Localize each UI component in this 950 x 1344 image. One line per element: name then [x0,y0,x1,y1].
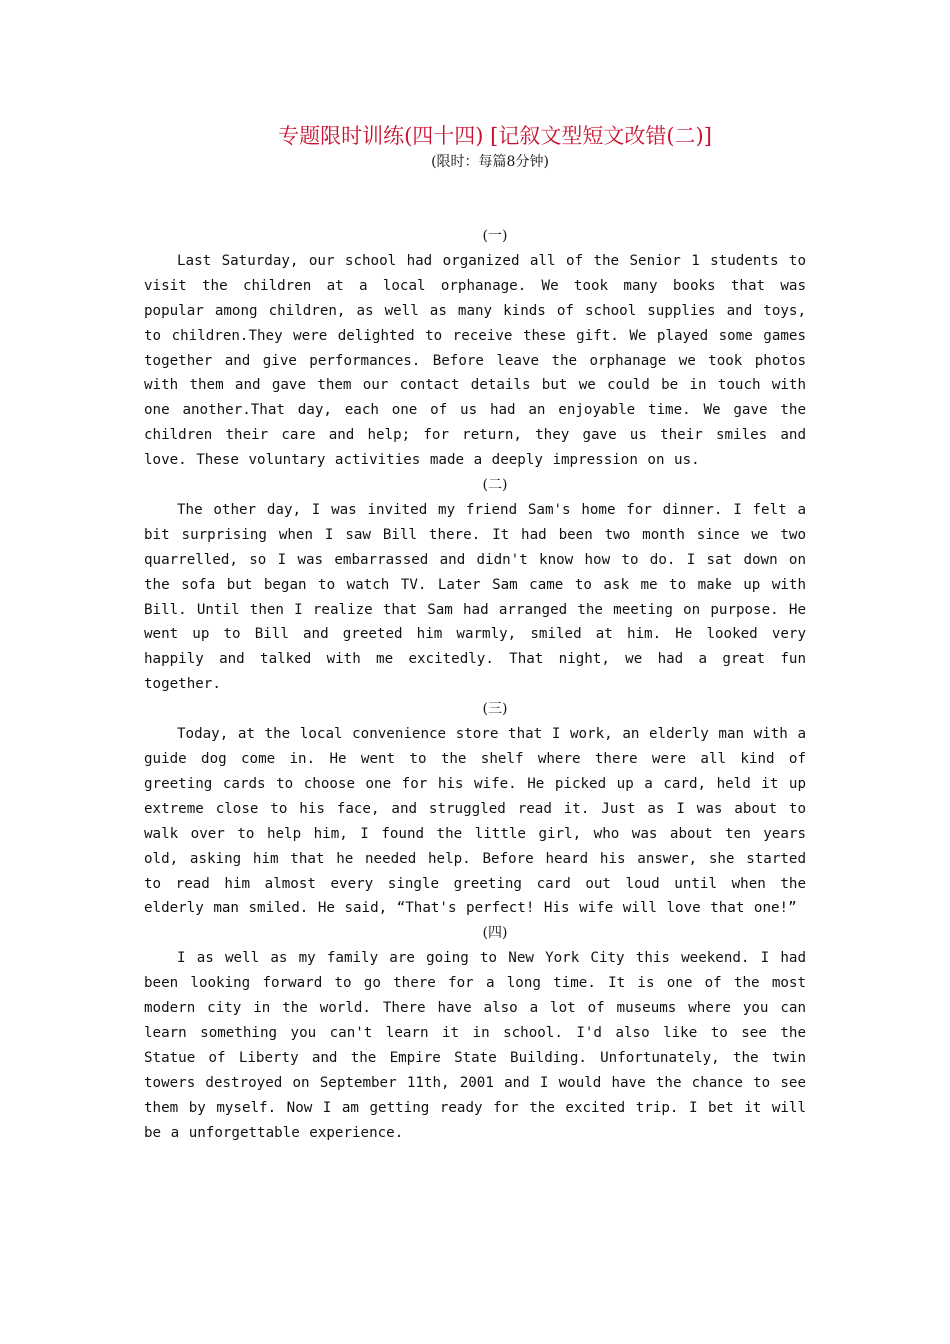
passage-2: The other day, I was invited my friend Sam's home for dinner. I felt a bit surprising when I saw Bill there. It had been two month since we two quarrelled, so I was embarrassed and didn't know how to do. I sat down on the sofa but began to watch TV. Later Sam came to ask me to make up with Bill. Until then I realize that Sam had arranged the meeting on purpose. He went up to Bill and greeted him warmly, smiled at him. He looked very happily and talked with me excitedly. That night, we had a great fun together. [144,501,806,693]
passage-4: I as well as my family are going to New York City this weekend. I had been looking forward to go there for a long time. It is one of the most modern city in the world. There have also a lot of museums where you can learn something you can't learn it in school. I'd also like to see the Statue of Liberty and the Empire State Building. Unfortunately, the twin towers destroyed on September 11th, 2001 and I would have the chance to see them by myself. Now I am getting ready for the excited trip. I bet it will be a unforgettable experience. [144,950,806,1141]
section-label-4: (四) [482,925,508,942]
exercise-content [144,224,806,1145]
section-label-2: (二) [482,477,508,494]
section-label-3: (三) [482,701,508,718]
time-limit-note: (限时：每篇8分钟) [431,154,549,170]
passage-1: Last Saturday, our school had organized all of the Senior 1 students to visit the children at a local orphanage. We took many books that was popular among children, as well as many kinds of school supplies and toys, to children.They were delighted to receive these gift. We played some games together and give performances. Before leave the orphanage we took photos with them and gave them our contact details but we could be in touch with one another.That day, each one of us had an enjoyable time. We gave the children their care and help; for return, they gave us their smiles and love. These voluntary activities made a deeply impression on us. [144,252,806,469]
passage-3: Today, at the local convenience store that I work, an elderly man with a guide dog come in. He went to the shelf where there were all kind of greeting cards to choose one for his wife. He picked up a card, held it up extreme close to his face, and struggled read it. Just as I was about to walk over to help him, I found the little girl, who was about ten years old, asking him that he needed help. Before heard his answer, she started to read him almost every single greeting card out loud until when the elderly man smiled. He said, “That's perfect! His wife will love that one!” [144,726,806,917]
page-title: 专题限时训练(四十四) [记叙文型短文改错(二)] [278,124,712,148]
section-label-1: (一) [482,228,508,244]
